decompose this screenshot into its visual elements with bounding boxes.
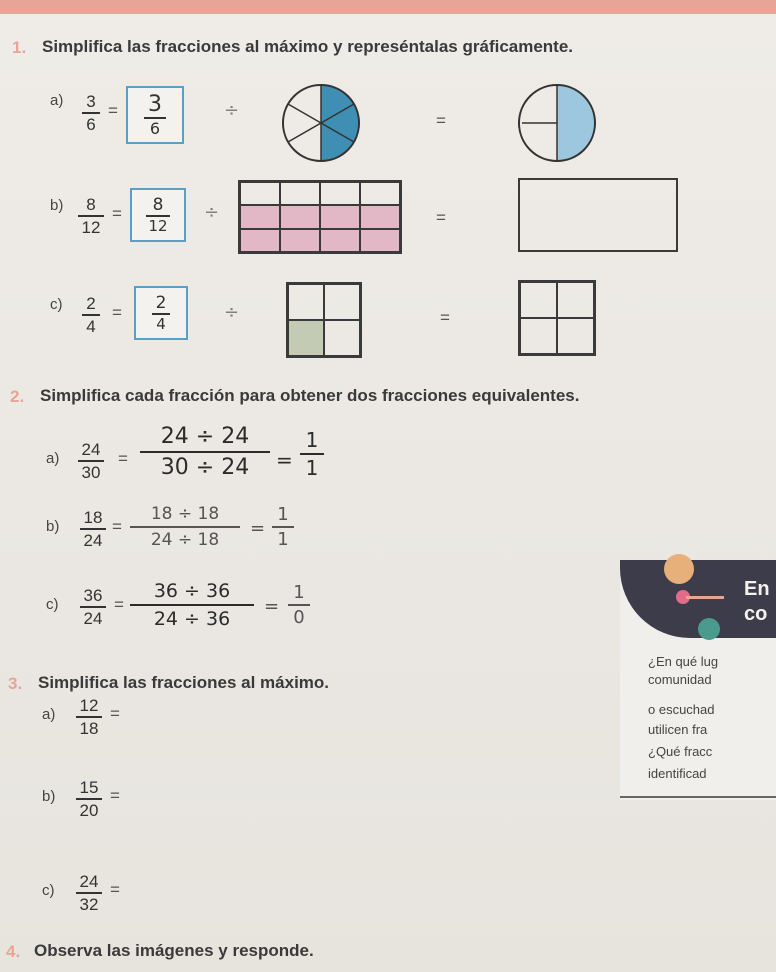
fraction-1b — [78, 195, 104, 237]
fraction-3a — [76, 696, 102, 738]
decorative-dot-teal — [698, 618, 720, 640]
division-mark-1a: ÷ — [224, 100, 240, 121]
item-2c-label: c) — [46, 596, 59, 613]
item-2b-label: b) — [46, 518, 60, 535]
handwritten-equals: = — [250, 518, 266, 539]
answer-1b-numerator: 8 — [152, 195, 164, 215]
answer-1a-denominator: 6 — [149, 119, 161, 138]
handwritten-work-2a — [140, 424, 270, 480]
fraction-1c-numerator: 2 — [86, 294, 96, 313]
sidebar-heading-1: En — [744, 578, 770, 600]
division-mark-1b: ÷ — [204, 202, 220, 223]
fraction-1b-denominator: 12 — [81, 217, 101, 237]
result-2b-numerator: 1 — [277, 504, 289, 525]
fraction-1c — [82, 294, 100, 336]
exercise-2-title: Simplifica cada fracción para obtener dos fracciones equivalentes. — [40, 386, 580, 405]
exercise-3-title: Simplifica las fracciones al máximo. — [38, 673, 330, 692]
equals-sign: = — [112, 303, 122, 322]
fraction-3c-denominator: 32 — [79, 894, 99, 914]
exercise-1-title: Simplifica las fracciones al máximo y represéntalas gráficamente. — [42, 37, 574, 56]
result-2b-denominator: 1 — [277, 528, 289, 550]
result-2c-denominator: 0 — [293, 606, 305, 628]
equals-sign: = — [112, 204, 122, 223]
fraction-3c — [76, 872, 102, 914]
sidebar-line-5: ¿Qué fracc — [648, 744, 713, 759]
work-2c-numerator: 36 ÷ 36 — [153, 580, 231, 602]
equals-sign: = — [108, 101, 118, 120]
item-1c-label: c) — [50, 296, 63, 313]
rectangle-grid-1b — [238, 180, 402, 254]
equals-sign: = — [436, 208, 446, 227]
fraction-1b-numerator: 8 — [86, 195, 96, 214]
item-2a-label: a) — [46, 450, 60, 467]
handwritten-work-2c — [130, 580, 254, 630]
fraction-3b-numerator: 15 — [79, 778, 99, 797]
fraction-3a-numerator: 12 — [79, 696, 99, 715]
answer-box-1c[interactable] — [134, 286, 188, 340]
handwritten-equals: = — [276, 448, 293, 472]
fraction-1a-denominator: 6 — [86, 114, 96, 134]
square-grid-answer-1c — [518, 280, 596, 356]
sidebar-line-4: utilicen fra — [648, 722, 708, 737]
item-1a-label: a) — [50, 92, 64, 109]
item-3b-label: b) — [42, 788, 56, 805]
work-2a-numerator: 24 ÷ 24 — [160, 424, 250, 449]
handwritten-result-2c — [288, 582, 310, 628]
fraction-3b-denominator: 20 — [79, 800, 99, 820]
equals-sign: = — [440, 308, 450, 327]
item-3c-label: c) — [42, 882, 55, 899]
work-2a-denominator: 30 ÷ 24 — [160, 455, 250, 480]
fraction-1a-numerator: 3 — [86, 92, 96, 111]
equals-sign: = — [110, 704, 120, 723]
item-1b-label: b) — [50, 197, 64, 214]
page-top-strip — [0, 0, 776, 14]
equals-sign: = — [110, 880, 120, 899]
answer-1a-numerator: 3 — [148, 92, 162, 117]
exercise-1-number: 1. — [12, 38, 27, 57]
fraction-2a-numerator: 24 — [81, 440, 101, 459]
fraction-3c-numerator: 24 — [79, 872, 99, 891]
sidebar-line-3: o escuchad — [648, 702, 715, 717]
equals-sign: = — [436, 111, 446, 130]
fraction-2a-denominator: 30 — [81, 462, 101, 482]
fraction-2c-numerator: 36 — [83, 586, 103, 605]
equals-sign: = — [118, 449, 128, 468]
equals-sign: = — [114, 595, 124, 614]
sidebar-divider — [620, 796, 776, 798]
fraction-2b-numerator: 18 — [83, 508, 103, 527]
fraction-2a — [78, 440, 104, 482]
answer-box-1b[interactable] — [130, 188, 186, 242]
division-mark-1c: ÷ — [224, 302, 240, 323]
answer-box-1a[interactable] — [126, 86, 184, 144]
answer-1c-denominator: 4 — [156, 315, 166, 333]
empty-rectangle-1b — [518, 178, 678, 252]
fraction-1c-denominator: 4 — [86, 316, 96, 336]
handwritten-result-2b — [272, 504, 294, 550]
sidebar-line-1: ¿En qué lug — [648, 654, 719, 669]
square-grid-1c — [286, 282, 362, 358]
work-2b-denominator: 24 ÷ 18 — [150, 529, 220, 550]
exercise-3-number: 3. — [8, 674, 23, 693]
sidebar-line-2: comunidad — [648, 672, 712, 687]
exercise-4-title: Observa las imágenes y responde. — [34, 941, 314, 960]
exercise-4-number: 4. — [6, 942, 21, 961]
item-3a-label: a) — [42, 706, 56, 723]
handwritten-result-2a — [300, 428, 324, 480]
fraction-2c-denominator: 24 — [83, 608, 103, 628]
fraction-3b — [76, 778, 102, 820]
answer-1c-numerator: 2 — [155, 293, 167, 313]
decorative-dot-orange — [664, 554, 694, 584]
handwritten-work-2b — [130, 504, 240, 550]
equals-sign: = — [110, 786, 120, 805]
result-2c-numerator: 1 — [293, 582, 305, 603]
work-2b-numerator: 18 ÷ 18 — [150, 504, 220, 524]
decorative-line — [686, 596, 724, 599]
result-2a-denominator: 1 — [305, 456, 319, 480]
exercise-2-number: 2. — [10, 387, 25, 406]
fraction-3a-denominator: 18 — [79, 718, 99, 738]
fraction-1a — [82, 92, 100, 134]
handwritten-equals: = — [264, 596, 280, 617]
fraction-2b-denominator: 24 — [83, 530, 103, 550]
sidebar-line-6: identificad — [648, 766, 707, 781]
fraction-2c — [80, 586, 106, 628]
result-2a-numerator: 1 — [305, 428, 319, 452]
circle-answer-1a — [516, 82, 598, 164]
answer-1b-denominator: 12 — [148, 217, 168, 235]
fraction-2b — [80, 508, 106, 550]
sidebar-heading-2: co — [744, 603, 768, 625]
circle-diagram-1a — [280, 82, 362, 164]
work-2c-denominator: 24 ÷ 36 — [153, 607, 231, 630]
equals-sign: = — [112, 517, 122, 536]
